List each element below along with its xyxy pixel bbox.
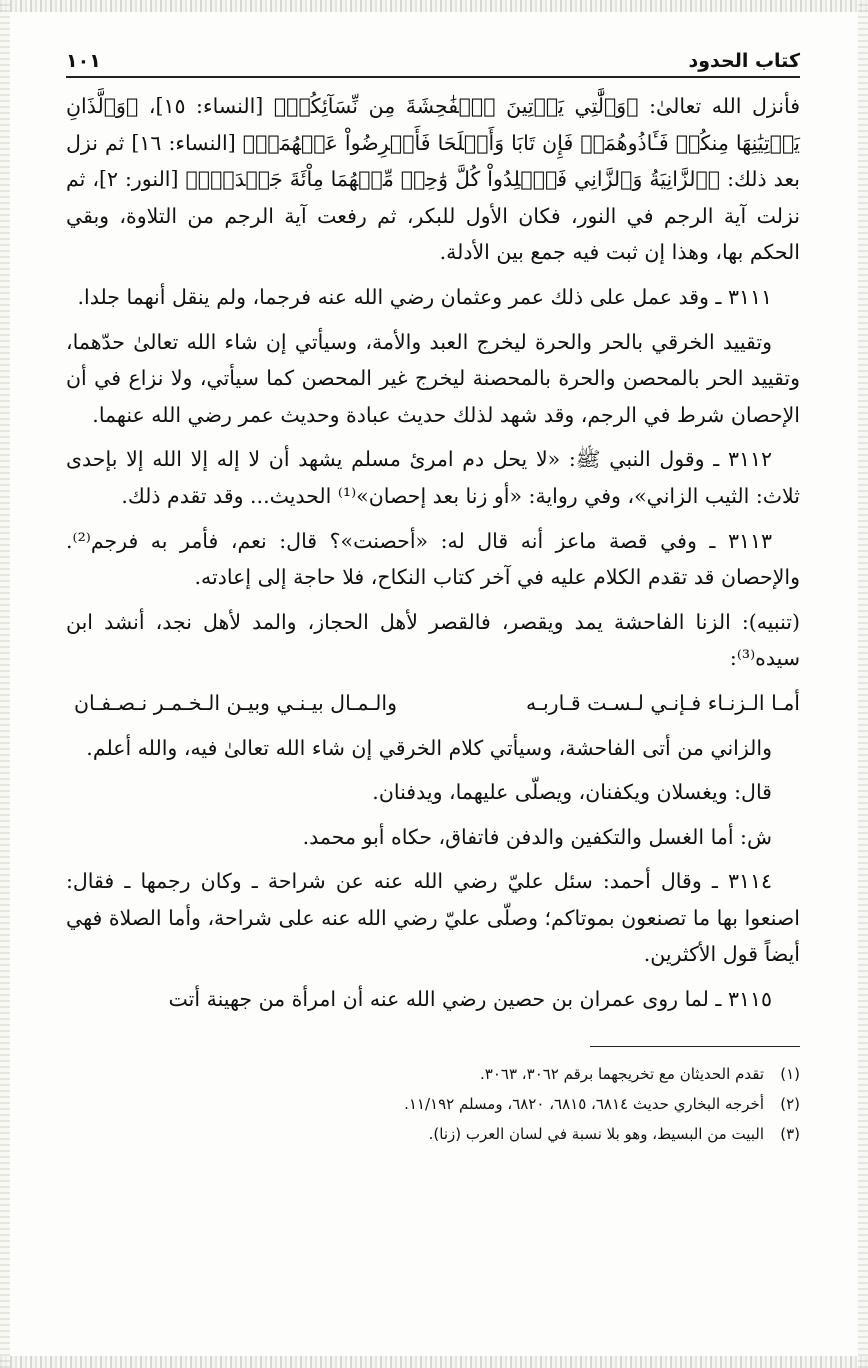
footnotes — [66, 1059, 800, 1149]
scan-edge-right — [858, 0, 868, 1368]
scan-edge-bottom — [0, 1356, 868, 1368]
paragraph-3114: ٣١١٤ ـ وقال أحمد: سئل عليّ رضي الله عنه عن شراحة ـ وكان رجمها ـ فقال: اصنعوا بها ما تصنعون بموتاكم؛ وصلّى عليّ رضي الله عنه على شراحة، وأما الصلاة فهي أيضاً قول الأكثرين. — [66, 869, 800, 967]
paragraph-quran-verses: فأنزل الله تعالىٰ: ﴿وَٱلَّٰتِي يَأۡتِينَ ٱلۡفَٰحِشَةَ مِن نِّسَآئِكُمۡ﴾ [النساء: ١٥]، ﴿وَٱلَّذَانِ يَأۡتِيَٰنِهَا مِنكُمۡ فَـَٔاذُوهُمَاۖ فَإِن تَابَا وَأَصۡلَحَا فَأَعۡرِضُواْ عَنۡهُمَآۗ﴾ [النساء: ١٦] ثم نزل بعد ذلك: ﴿ٱلزَّانِيَةُ وَٱلزَّانِي فَٱجۡلِدُواْ كُلَّ وَٰحِدٖ مِّنۡهُمَا مِاْئَةَ جَلۡدَةٖۖ﴾ [النور: ٢]، ثم نزلت آية الرجم في النور، فكان الأول للبكر، ثم رفعت آية الرجم من التلاوة، وبقي الحكم بها، وهذا إن ثبت فيه جمع بين الأدلة. — [66, 94, 800, 265]
footnote-number: (٣) — [780, 1124, 800, 1143]
paragraph-3111: ٣١١١ ـ وقد عمل على ذلك عمر وعثمان رضي الله عنه فرجما، ولم ينقل أنهما جلدا. — [77, 284, 772, 309]
page-number: ١٠١ — [66, 50, 101, 72]
footnote-text: تقدم الحديثان مع تخريجهما برقم ٣٠٦٢، ٣٠٦٣. — [480, 1064, 764, 1083]
verse-first-hemistich: أمـا الـزنـاء فـإنـي لـسـت قـاربـه — [525, 690, 800, 715]
scan-edge-left — [0, 0, 10, 1368]
footnote-text: أخرجه البخاري حديث ٦٨١٤، ٦٨١٥، ٦٨٢٠، ومسلم ١١/١٩٢. — [404, 1094, 764, 1113]
paragraph-tanbih: (تنبيه): الزنا الفاحشة يمد ويقصر، فالقصر لأهل الحجاز، والمد لأهل نجد، أنشد ابن سيده⁽³⁾: — [66, 609, 800, 671]
footnote-number: (٢) — [780, 1094, 800, 1113]
paragraph-3115: ٣١١٥ ـ لما روى عمران بن حصين رضي الله عنه أن امرأة من جهينة أتت — [168, 987, 772, 1012]
verse-second-hemistich: والـمـال بيـنـي وبيـن الـخـمـر نـصـفـان — [74, 690, 398, 715]
page-body — [66, 88, 800, 1018]
running-head — [66, 48, 800, 78]
book-page — [66, 48, 800, 1149]
footnote-divider — [590, 1046, 800, 1047]
paragraph-3112: ٣١١٢ ـ وقول النبي ﷺ: «لا يحل دم امرئ مسلم يشهد أن لا إله إلا الله إلا بإحدى ثلاث: الثيب الزاني»، وفي رواية: «أو زنا بعد إحصان»⁽¹⁾ الحديث... وقد تقدم ذلك. — [66, 447, 800, 508]
footnote-number: (١) — [780, 1064, 800, 1083]
footnote-item — [66, 1089, 800, 1119]
footnote-item — [66, 1059, 800, 1089]
footnote-item — [66, 1119, 800, 1149]
paragraph-taqyid: وتقييد الخرقي بالحر والحرة ليخرج العبد والأمة، وسيأتي إن شاء الله تعالىٰ حدّهما، وتقييد الحر بالمحصن والحرة بالمحصنة ليخرج غير المحصن كما سيأتي، ولا نزاع في أن الإحصان شرط في الرجم، وقد شهد لذلك حديث عبادة وحديث عمر رضي الله عنهما. — [66, 329, 800, 427]
running-title: كتاب الحدود — [688, 50, 800, 72]
paragraph-3113: ٣١١٣ ـ وفي قصة ماعز أنه قال له: «أحصنت»؟ قال: نعم، فأمر به فرجم⁽²⁾. والإحصان قد تقدم الكلام عليه في آخر كتاب النكاح، فلا حاجة إلى إعادته. — [66, 528, 800, 590]
paragraph-zani: والزاني من أتى الفاحشة، وسيأتي كلام الخرقي إن شاء الله تعالىٰ فيه، والله أعلم. — [86, 735, 772, 760]
paragraph-qala: قال: ويغسلان ويكفنان، ويصلّى عليهما، ويدفنان. — [372, 780, 772, 805]
footnote-text: البيت من البسيط، وهو بلا نسبة في لسان العرب (زنا). — [428, 1124, 764, 1143]
scan-edge-top — [0, 0, 868, 12]
poetry-verse — [66, 685, 800, 722]
paragraph-sharh: ش: أما الغسل والتكفين والدفن فاتفاق، حكاه أبو محمد. — [302, 824, 772, 849]
